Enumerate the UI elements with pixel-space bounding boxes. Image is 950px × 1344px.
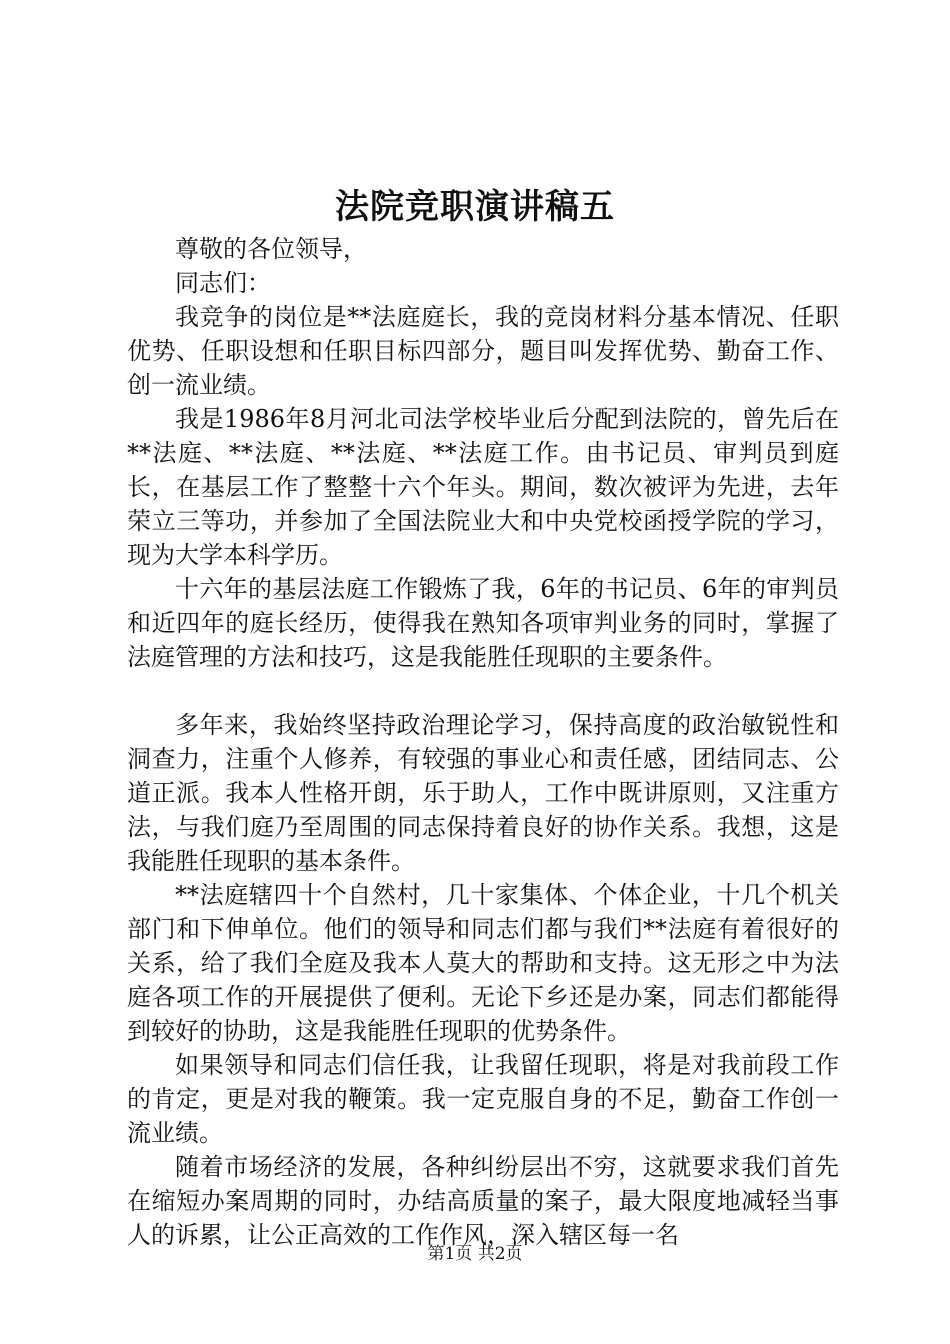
page-footer: 第1页 共2页 [427, 1244, 523, 1264]
body-paragraph: 随着市场经济的发展，各种纠纷层出不穷，这就要求我们首先在缩短办案周期的同时，办结高质量的案子，最大限度地减轻当事人的诉累，让公正高效的工作作风，深入辖区每一名 [127, 1153, 839, 1249]
document-body [127, 232, 839, 1252]
document-title: 法院竞职演讲稿五 [335, 187, 615, 227]
body-paragraph: 我竞争的岗位是**法庭庭长，我的竞岗材料分基本情况、任职优势、任职设想和任职目标四部分，题目叫发挥优势、勤奋工作、创一流业绩。 [127, 303, 839, 399]
salutation-line: 同志们： [175, 269, 271, 297]
body-paragraph: 我是1986年8月河北司法学校毕业后分配到法院的，曾先后在**法庭、**法庭、**法庭、**法庭工作。由书记员、审判员到庭长，在基层工作了整整十六个年头。期间，数次被评为先进，去年荣立三等功，并参加了全国法院业大和中央党校函授学院的学习，现为大学本科学历。 [127, 405, 839, 569]
body-paragraph: 十六年的基层法庭工作锻炼了我，6年的书记员、6年的审判员和近四年的庭长经历，使得我在熟知各项审判业务的同时，掌握了法庭管理的方法和技巧，这是我能胜任现职的主要条件。 [127, 575, 839, 671]
body-paragraph: **法庭辖四十个自然村，几十家集体、个体企业，十几个机关部门和下伸单位。他们的领导和同志们都与我们**法庭有着很好的关系，给了我们全庭及我本人莫大的帮助和支持。这无形之中为法庭各项工作的开展提供了便利。无论下乡还是办案，同志们都能得到较好的协助，这是我能胜任现职的优势条件。 [127, 881, 839, 1045]
body-paragraph: 多年来，我始终坚持政治理论学习，保持高度的政治敏锐性和洞查力，注重个人修养，有较强的事业心和责任感，团结同志、公道正派。我本人性格开朗，乐于助人，工作中既讲原则，又注重方法，与我们庭乃至周围的同志保持着良好的协作关系。我想，这是我能胜任现职的基本条件。 [127, 711, 839, 875]
body-paragraph: 如果领导和同志们信任我，让我留任现职，将是对我前段工作的肯定，更是对我的鞭策。我一定克服自身的不足，勤奋工作创一流业绩。 [127, 1051, 839, 1147]
salutation-line: 尊敬的各位领导， [175, 235, 367, 263]
